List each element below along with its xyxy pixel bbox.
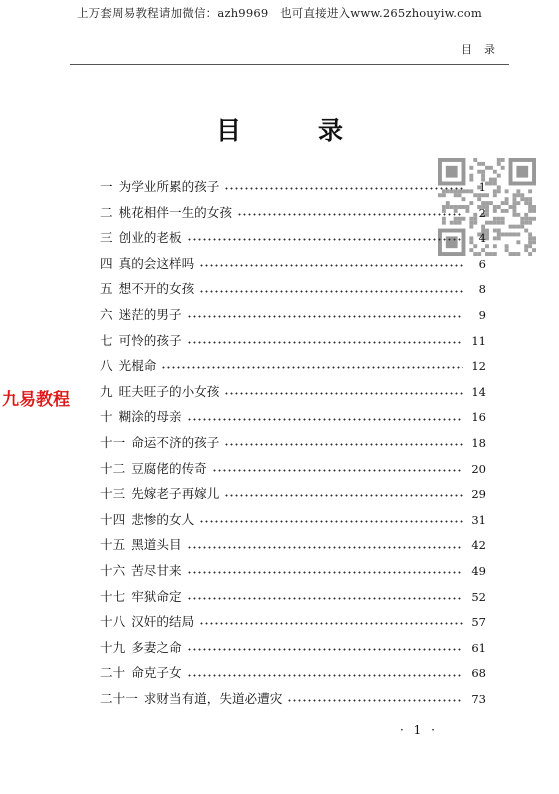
table-of-contents: [100, 176, 486, 713]
toc-entry-page: 1: [478, 180, 486, 194]
toc-entry-page: 14: [471, 384, 486, 399]
toc-entry-page: 68: [471, 666, 486, 681]
toc-entry-number: 十三: [100, 486, 126, 502]
dot-leader: [199, 622, 463, 625]
toc-entry[interactable]: [100, 227, 486, 253]
toc-entry-number: 十五: [100, 537, 126, 553]
toc-entry-title: 真的会这样吗: [118, 255, 195, 271]
toc-entry-page: 12: [471, 359, 486, 374]
toc-entry[interactable]: [100, 176, 486, 202]
toc-entry-number: 一: [100, 179, 113, 194]
toc-entry-page: 61: [471, 640, 486, 655]
toc-entry-number: 二十一: [100, 690, 138, 706]
page-number: · 1 ·: [400, 723, 438, 737]
toc-entry-page: 18: [471, 435, 486, 450]
toc-entry-title: 悲惨的女人: [131, 511, 195, 527]
toc-entry-number: 三: [100, 230, 113, 246]
watermark-banner: 上万套周易教程请加微信：azh9969 也可直接进入www.265zhouyiw.com: [76, 6, 483, 20]
dot-leader: [224, 494, 463, 497]
toc-entry-title: 命运不济的孩子: [131, 434, 220, 450]
toc-entry-number: 二: [100, 204, 113, 220]
toc-entry-title: 苦尽甘来: [131, 562, 182, 578]
dot-leader: [224, 443, 463, 446]
toc-entry-page: 31: [471, 512, 486, 527]
toc-entry[interactable]: [100, 406, 486, 432]
dot-leader: [187, 315, 463, 318]
toc-entry-page: 11: [471, 333, 486, 348]
dot-leader: [187, 238, 463, 241]
running-head: 目录: [461, 43, 507, 56]
toc-entry[interactable]: [100, 586, 486, 612]
toc-entry[interactable]: [100, 560, 486, 586]
toc-entry-number: 四: [100, 255, 113, 271]
toc-entry-number: 十四: [100, 511, 126, 527]
toc-entry-number: 十二: [100, 460, 126, 476]
toc-entry-title: 旺夫旺子的小女孩: [118, 383, 220, 399]
toc-entry-page: 73: [471, 691, 486, 706]
toc-entry[interactable]: [100, 304, 486, 330]
toc-entry-page: 42: [471, 538, 486, 553]
dot-leader: [187, 341, 463, 344]
toc-entry-number: 九: [100, 383, 113, 399]
dot-leader: [199, 520, 463, 523]
toc-entry-number: 八: [100, 358, 113, 374]
toc-entry-number: 二十: [100, 665, 126, 681]
dot-leader: [187, 648, 463, 651]
dot-leader: [224, 187, 463, 190]
toc-entry-title: 黑道头目: [131, 537, 182, 553]
toc-entry-number: 十八: [100, 614, 126, 630]
toc-entry-page: 6: [478, 256, 486, 271]
toc-entry-title: 命克子女: [131, 665, 182, 681]
dot-leader: [287, 699, 463, 702]
toc-entry-title: 创业的老板: [118, 230, 182, 246]
toc-entry-page: 52: [471, 589, 486, 604]
header-rule: [70, 64, 509, 65]
dot-leader: [199, 290, 463, 293]
toc-entry-number: 五: [100, 281, 113, 297]
dot-leader: [161, 366, 463, 369]
toc-entry[interactable]: [100, 253, 486, 279]
toc-entry-title: 可怜的孩子: [118, 332, 182, 348]
dot-leader: [187, 546, 463, 549]
toc-entry[interactable]: [100, 458, 486, 484]
toc-entry[interactable]: [100, 330, 486, 356]
toc-entry-title: 先嫁老子再嫁儿: [131, 486, 220, 502]
dot-leader: [237, 213, 463, 216]
page-title: 目 录: [215, 116, 369, 145]
toc-entry-page: 16: [471, 410, 486, 425]
side-watermark-label: 九易教程: [2, 390, 70, 410]
toc-entry[interactable]: [100, 637, 486, 663]
toc-entry-title: 豆腐佬的传奇: [131, 460, 207, 476]
toc-entry-number: 十九: [100, 639, 126, 655]
toc-entry-title: 桃花相伴一生的女孩: [118, 204, 232, 220]
toc-entry-number: 十一: [100, 434, 126, 450]
toc-entry-title: 牢狱命定: [131, 588, 182, 604]
toc-entry-title: 求财当有道，失道必遭灾: [143, 690, 283, 706]
toc-entry[interactable]: [100, 432, 486, 458]
toc-entry-title: 为学业所累的孩子: [118, 179, 220, 194]
toc-entry[interactable]: [100, 534, 486, 560]
dot-leader: [187, 418, 463, 421]
toc-entry-page: 57: [471, 615, 486, 630]
dot-leader: [187, 571, 463, 574]
toc-entry[interactable]: [100, 662, 486, 688]
toc-entry[interactable]: [100, 381, 486, 407]
toc-entry[interactable]: [100, 278, 486, 304]
toc-entry-title: 多妻之命: [131, 639, 182, 655]
toc-entry-number: 六: [100, 306, 113, 322]
toc-entry[interactable]: [100, 688, 486, 714]
toc-entry-page: 2: [478, 205, 486, 220]
toc-entry-number: 十七: [100, 588, 126, 604]
toc-entry-number: 十六: [100, 562, 126, 578]
toc-entry-page: 9: [478, 307, 486, 322]
toc-entry-number: 十: [100, 409, 113, 425]
dot-leader: [212, 469, 463, 472]
toc-entry[interactable]: [100, 483, 486, 509]
toc-entry-title: 汉奸的结局: [131, 614, 195, 630]
toc-entry[interactable]: [100, 509, 486, 535]
toc-entry-page: 20: [471, 461, 486, 476]
toc-entry-number: 七: [100, 332, 113, 348]
toc-entry-page: 49: [471, 563, 486, 578]
toc-entry-page: 29: [471, 487, 486, 502]
toc-entry-title: 迷茫的男子: [118, 306, 182, 322]
toc-entry-title: 想不开的女孩: [118, 281, 195, 297]
toc-entry-page: 8: [478, 282, 486, 297]
toc-entry-title: 光棍命: [118, 358, 157, 374]
toc-entry[interactable]: [100, 355, 486, 381]
toc-entry-title: 糊涂的母亲: [118, 409, 182, 425]
dot-leader: [199, 264, 463, 267]
dot-leader: [187, 597, 463, 600]
dot-leader: [187, 674, 463, 677]
toc-entry[interactable]: [100, 611, 486, 637]
toc-entry-page: 4: [478, 231, 486, 246]
dot-leader: [224, 392, 463, 395]
toc-entry[interactable]: [100, 202, 486, 228]
